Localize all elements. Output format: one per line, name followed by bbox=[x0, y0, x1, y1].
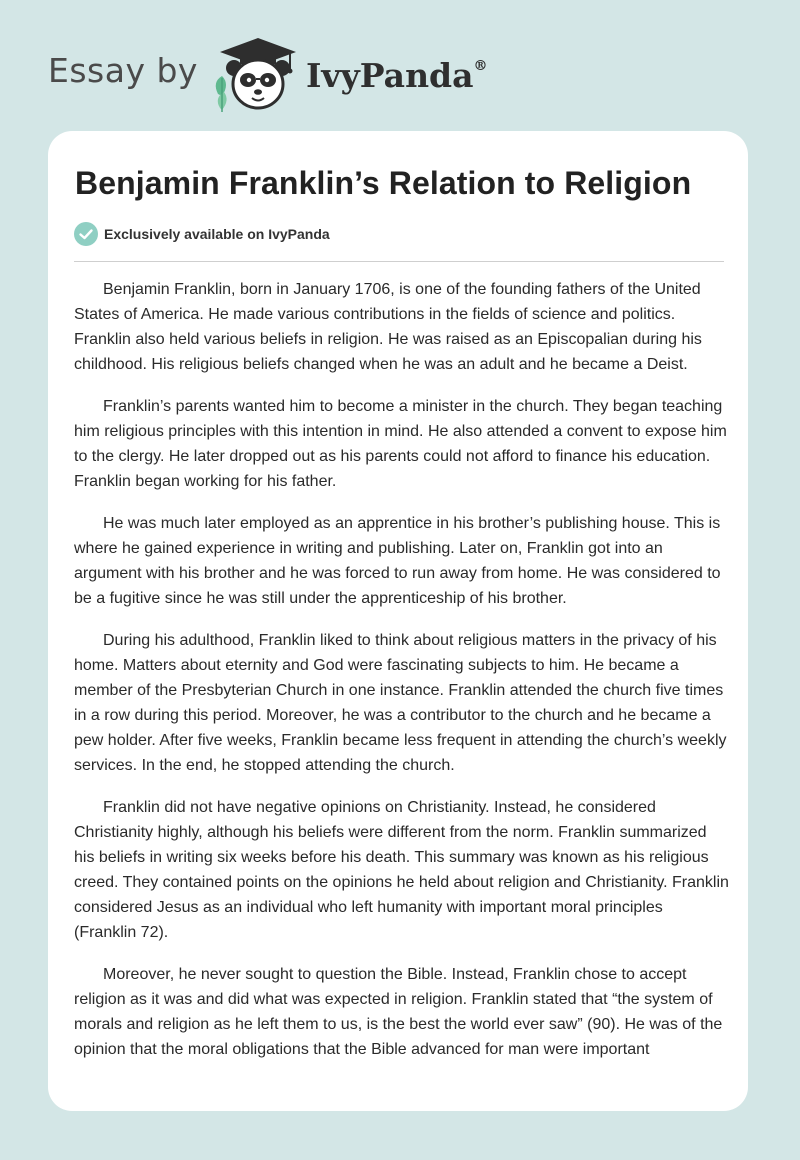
exclusive-badge bbox=[74, 222, 330, 246]
check-circle-icon bbox=[74, 222, 98, 246]
essay-by-label: Essay by bbox=[48, 50, 198, 90]
divider bbox=[74, 261, 724, 262]
brand-logo-text: IvyPanda® bbox=[305, 55, 488, 95]
panda-graduation-cap-icon bbox=[210, 34, 302, 114]
paragraph: Moreover, he never sought to question the Bible. Instead, Franklin chose to accept religion as it was and did what was expected in religion. Franklin stated that “the system of morals and religion as he left them to us, is the best the world ever saw” (90). He was of the opinion that the moral obligations that the Bible advanced for man were important bbox=[74, 966, 723, 1058]
exclusive-badge-text: Exclusively available on IvyPanda bbox=[104, 226, 330, 242]
paragraph: Franklin did not have negative opinions on Christianity. Instead, he considered Christianity highly, although his beliefs were different from the norm. Franklin summarized his beliefs in writing six weeks before his death. This summary was known as his religious creed. They contained points on the opinions he held about religion and Christianity. Franklin considered Jesus as an individual who left humanity with important moral principles (Franklin 72). bbox=[74, 799, 729, 941]
paragraph: He was much later employed as an apprentice in his brother’s publishing house. This is where he gained experience in writing and publishing. Later on, Franklin got into an argument with his brother and he was forced to run away from home. He was considered to be a fugitive since he was still under the apprenticeship of his brother. bbox=[74, 515, 721, 607]
paragraph: Benjamin Franklin, born in January 1706, is one of the founding fathers of the United States of America. He made various contributions in the fields of science and politics. Franklin also held various beliefs in religion. He was raised as an Episcopalian during his childhood. His religious beliefs changed when he was an adult and he became a Deist. bbox=[74, 281, 702, 373]
essay-body bbox=[74, 277, 729, 1079]
essay-card bbox=[48, 131, 748, 1111]
paragraph: Franklin’s parents wanted him to become a minister in the church. They began teaching him religious principles with this intention in mind. He also attended a convent to expose him to the clergy. He later dropped out as his parents could not afford to finance his education. Franklin began working for his father. bbox=[74, 398, 727, 490]
page-title: Benjamin Franklin’s Relation to Religion bbox=[75, 165, 692, 201]
site-header bbox=[48, 34, 488, 114]
paragraph: During his adulthood, Franklin liked to think about religious matters in the privacy of his home. Matters about eternity and God were fascinating subjects to him. He became a member of the Presbyterian Church in one instance. Franklin attended the church five times in a row during this period. Moreover, he was a contributor to the church and he became a pew holder. After five weeks, Franklin became less frequent in attending the church’s weekly services. In the end, he stopped attending the church. bbox=[74, 632, 727, 774]
